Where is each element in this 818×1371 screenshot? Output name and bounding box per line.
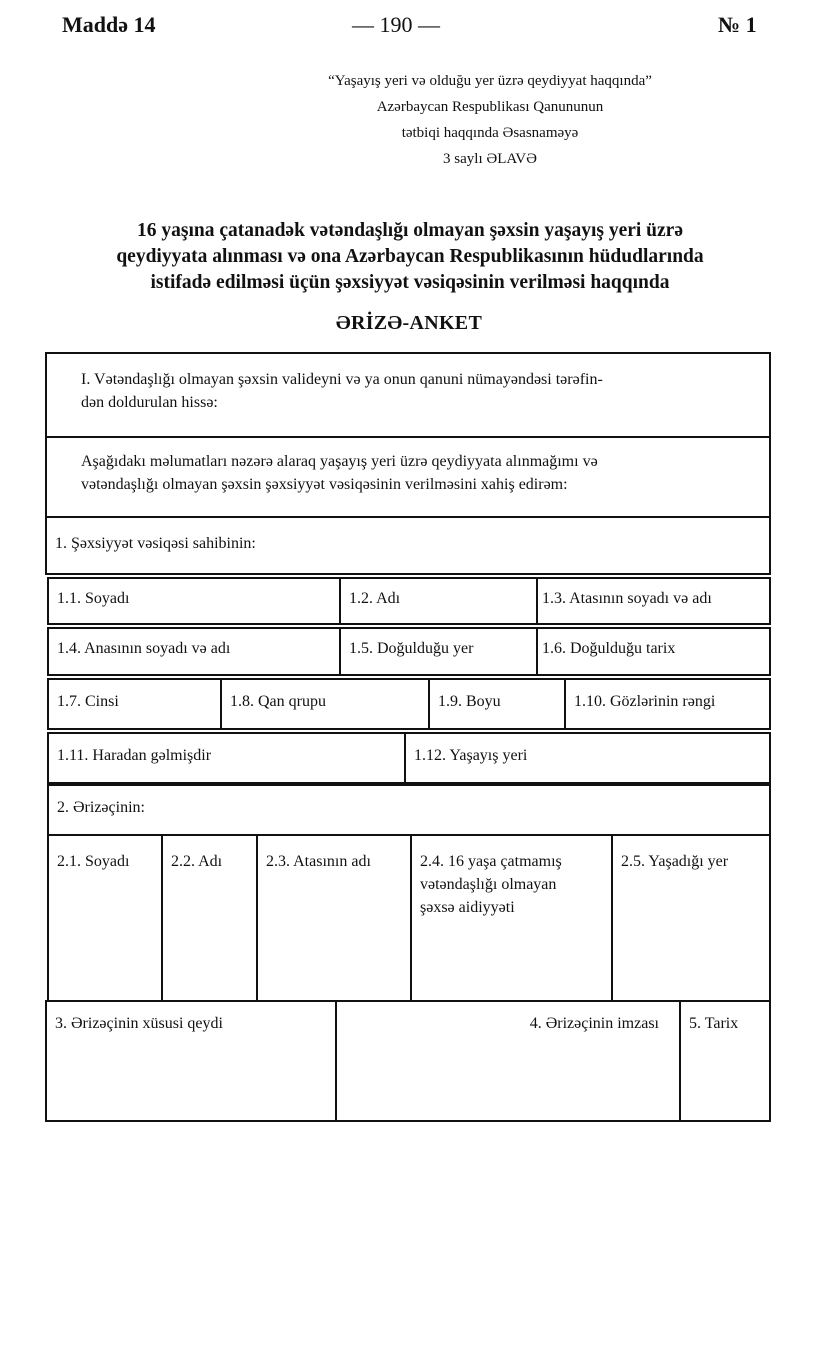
part1-line: I. Vətəndaşlığı olmayan şəxsin valideyni və ya onun qanuni nümayəndəsi tərəfin- — [81, 371, 603, 388]
field-residence[interactable] — [404, 732, 771, 784]
field-name[interactable] — [339, 577, 538, 625]
field-label: 1.7. Cinsi — [57, 693, 119, 710]
document-title — [40, 218, 780, 296]
form-heading: ƏRİZƏ-ANKET — [335, 312, 483, 334]
field-arrived-from[interactable] — [47, 732, 406, 784]
field-label: 2.2. Adı — [171, 853, 223, 870]
page-number: — 190 — — [352, 12, 440, 37]
annex-reference — [260, 68, 720, 172]
field-label: 2.1. Soyadı — [57, 853, 130, 870]
applicant-section — [47, 784, 771, 836]
field-father-name[interactable] — [536, 577, 771, 625]
field-applicant-address[interactable] — [611, 836, 771, 1002]
annex-line: Azərbaycan Respublikası Qanununun — [376, 99, 604, 115]
field-date[interactable] — [679, 1000, 771, 1122]
field-label: 1.5. Doğulduğu yer — [349, 640, 474, 657]
field-surname[interactable] — [47, 577, 341, 625]
request-section — [45, 438, 771, 518]
field-label: 2.3. Atasının adı — [266, 853, 371, 870]
title-line: 16 yaşına çatanadək vətəndaşlığı olmayan şəxsin yaşayış yeri üzrə — [136, 220, 683, 241]
field-eye-color[interactable] — [564, 678, 771, 730]
field-mother-name[interactable] — [47, 627, 341, 676]
field-label: 1.10. Gözlərinin rəngi — [574, 693, 716, 710]
applicant-label: 2. Ərizəçinin: — [57, 799, 145, 816]
annex-line: “Yaşayış yeri və olduğu yer üzrə qeydiyyat haqqında” — [328, 73, 652, 89]
field-label: 1.12. Yaşayış yeri — [414, 747, 528, 764]
field-label: 2.4. 16 yaşa çatmamış — [420, 853, 562, 870]
annex-line: tətbiqi haqqında Əsasnaməyə — [401, 125, 579, 141]
holder-label: 1. Şəxsiyyət vəsiqəsi sahibinin: — [55, 535, 256, 552]
field-label: 3. Ərizəçinin xüsusi qeydi — [55, 1015, 223, 1032]
field-label: 1.9. Boyu — [438, 693, 501, 710]
field-label: 4. Ərizəçinin imzası — [529, 1015, 659, 1032]
field-special-note[interactable] — [45, 1000, 337, 1122]
part1-section — [45, 352, 771, 438]
issue-number: № 1 — [718, 12, 757, 37]
holder-section — [45, 518, 771, 575]
field-label: 1.1. Soyadı — [57, 590, 130, 607]
annex-line: 3 saylı ƏLAVƏ — [443, 151, 537, 167]
part1-line: dən doldurulan hissə: — [81, 394, 218, 411]
request-line: vətəndaşlığı olmayan şəxsin şəxsiyyət vəsiqəsinin verilməsini xahiş edirəm: — [81, 476, 568, 493]
field-label: şəxsə aidiyyəti — [420, 899, 515, 916]
field-applicant-name[interactable] — [161, 836, 258, 1002]
field-label: 1.3. Atasının soyadı və adı — [542, 590, 712, 607]
field-label: 1.4. Anasının soyadı və adı — [57, 640, 231, 657]
field-label: 1.8. Qan qrupu — [230, 693, 326, 710]
field-applicant-relation[interactable] — [410, 836, 613, 1002]
title-line: qeydiyyata alınması və ona Azərbaycan Respublikasının hüdudlarında — [116, 246, 704, 267]
field-signature[interactable] — [335, 1000, 681, 1122]
field-label: vətəndaşlığı olmayan — [420, 876, 557, 893]
field-applicant-patronymic[interactable] — [256, 836, 412, 1002]
field-label: 1.6. Doğulduğu tarix — [542, 640, 676, 657]
field-blood-group[interactable] — [220, 678, 430, 730]
field-birthdate[interactable] — [536, 627, 771, 676]
field-label: 5. Tarix — [689, 1015, 739, 1032]
field-birthplace[interactable] — [339, 627, 538, 676]
field-label: 1.11. Haradan gəlmişdir — [57, 747, 212, 764]
field-label: 2.5. Yaşadığı yer — [621, 853, 729, 870]
field-sex[interactable] — [47, 678, 222, 730]
request-line: Aşağıdakı məlumatları nəzərə alaraq yaşayış yeri üzrə qeydiyyata alınmağımı və — [81, 453, 598, 470]
field-label: 1.2. Adı — [349, 590, 401, 607]
title-line: istifadə edilməsi üçün şəxsiyyət vəsiqəsinin verilməsi haqqında — [150, 272, 670, 293]
field-height[interactable] — [428, 678, 566, 730]
article-label: Maddə 14 — [62, 12, 156, 37]
field-applicant-surname[interactable] — [47, 836, 163, 1002]
